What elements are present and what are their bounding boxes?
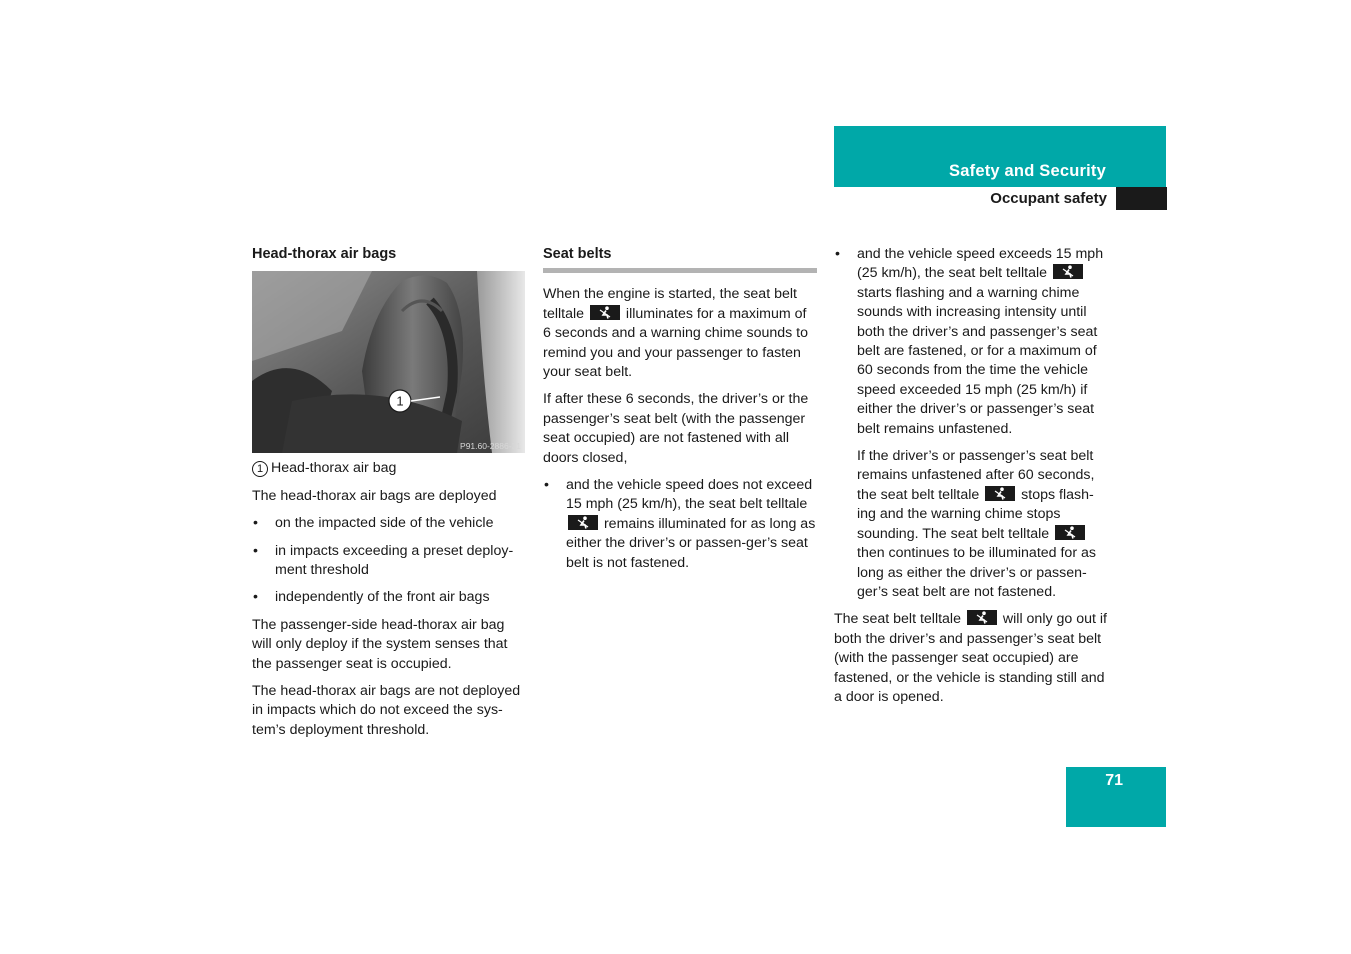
heading-head-thorax-air-bags: Head-thorax air bags [252, 246, 397, 262]
text-segment: and the vehicle speed does not exceed 15 mph (25 km/h), the seat belt telltale [566, 477, 813, 513]
middle-column [543, 245, 817, 581]
seat-belt-telltale-icon [590, 305, 620, 320]
seatbelt-telltale-off-paragraph [834, 610, 1108, 707]
text-segment: If the driver’s or passenger’s seat belt remains unfastened after 60 seconds, the seat belt telltale [857, 448, 1095, 503]
airbag-deploy-list [252, 514, 526, 608]
right-column [834, 245, 1108, 715]
page-number: 71 [1105, 772, 1123, 789]
seatbelt-speed-list-continued [834, 245, 1108, 439]
text-segment: and the vehicle speed exceeds 15 mph (25 km/h), the seat belt telltale [857, 246, 1104, 282]
list-item: • in impacts exceeding a preset deploy-ment threshold [252, 542, 526, 581]
caption-text: Head-thorax air bag [271, 460, 397, 477]
seat-belt-telltale-icon [967, 610, 997, 625]
text-segment: will only go out if both the driver’s and passenger’s seat belt (with the passenger seat occupied) are fastened, or the vehicle is standing still and a door is opened. [834, 611, 1107, 705]
section-title: Occupant safety [990, 190, 1107, 207]
list-item [834, 245, 1108, 439]
text-segment: then continues to be illuminated for as long as either the driver’s or passen-ger’s seat belt are not fastened. [857, 545, 1096, 600]
seatbelt-after-six-seconds-paragraph: If after these 6 seconds, the driver’s or the passenger’s seat belt (with the passenger seat occupied) are not fastened with all doors closed, [543, 391, 809, 466]
seat-belt-telltale-icon [1055, 525, 1085, 540]
text-segment: illuminates for a maximum of 6 seconds and a warning chime sounds to remind you and your passenger to fasten your seat belt. [543, 305, 808, 381]
heading-seat-belts: Seat belts [543, 245, 817, 273]
airbag-passenger-paragraph: The passenger-side head-thorax air bag will only deploy if the system senses that the passenger seat is occupied. [252, 616, 508, 672]
list-item: • independently of the front air bags [252, 588, 526, 607]
section-marker [1116, 187, 1167, 210]
caption-callout-number: 1 [252, 461, 268, 477]
photo-code: P91.60-2886-31 [460, 441, 521, 452]
airbag-intro: The head-thorax air bags are deployed [252, 487, 497, 504]
figure-caption [252, 459, 526, 478]
text-segment: The seat belt telltale [834, 611, 961, 628]
photo-callout-number: 1 [396, 393, 404, 409]
seat-belt-telltale-icon [985, 486, 1015, 501]
list-item [543, 476, 817, 573]
text-segment: remains illuminated for as long as either the driver’s or passen-ger’s seat belt is not fastened. [566, 515, 816, 571]
text-segment: stops flash-ing and the warning chime stops sounding. The seat belt telltale [857, 486, 1094, 542]
seat-airbag-photo [252, 271, 525, 453]
airbag-threshold-paragraph: The head-thorax air bags are not deployed in impacts which do not exceed the sys-tem’s deployment threshold. [252, 683, 521, 738]
seat-belt-telltale-icon [1053, 264, 1083, 279]
seatbelt-engine-start-paragraph [543, 285, 817, 382]
seatbelt-speed-list [543, 476, 817, 573]
text-segment: When the engine is started, the seat belt telltale [543, 286, 797, 322]
text-segment: starts flashing and a warning chime sounds with increasing intensity until both the driver’s and passenger’s seat belt are fastened, or for a maximum of 60 seconds from the time the vehicle speed exceeded 15 mph (25 km/h) if either the driver’s or passenger’s seat belt remains unfastened. [857, 284, 1098, 437]
seat-belt-telltale-icon [568, 515, 598, 530]
list-item: • on the impacted side of the vehicle [252, 514, 526, 533]
page-number-box [1066, 767, 1166, 827]
seatbelt-sixty-seconds-paragraph [834, 447, 1108, 602]
chapter-header-band [834, 126, 1166, 187]
chapter-title: Safety and Security [949, 162, 1106, 180]
left-column [252, 245, 526, 748]
